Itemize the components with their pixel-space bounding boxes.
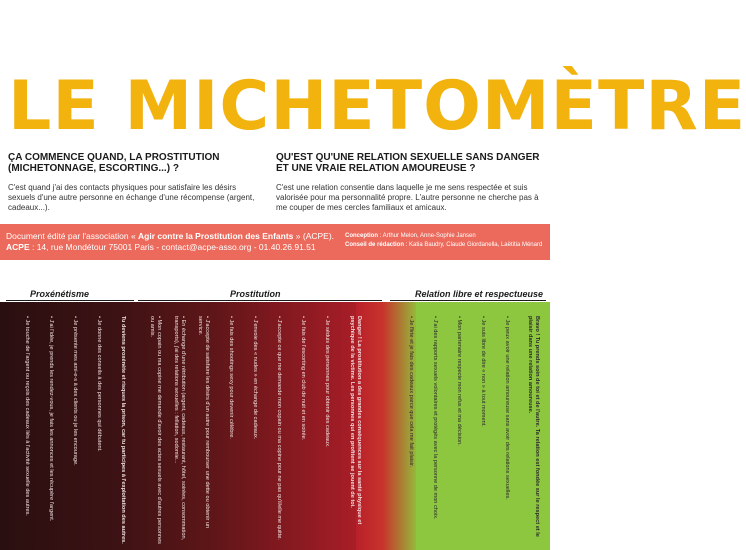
acpe-label: ACPE <box>6 242 30 252</box>
scale-item: • Je fais de l'escorting en club de nuit et en soirée. <box>300 316 306 441</box>
scale-item: • J'ai des rapports sexuels volontaires et protégés avec la personne de mon choix. <box>432 316 438 520</box>
scale-item: • Je donne des conseils à des personnes qui débutent. <box>96 316 102 452</box>
page-title: LE MICHETOMÈTRE <box>8 67 746 146</box>
scale-item: • J'accepte ce que me demande mon copain ou ma copine pour ne pas qu'il/elle me quitte. <box>276 316 282 540</box>
scale-item: • Je fais des shootings sexy pour devenir célèbre. <box>228 316 234 439</box>
scale-bravo: Bravo ! Tu prends soin de toi et de l'autre. Ta relation est fondée sur le respect et le plaisir dans une relation amoureuse. <box>527 316 540 537</box>
answer-relation: C'est une relation consentie dans laquelle je me sens respectée et suis valorisée pour ma personnalité propre. L'autre personne ne cherche pas à me couper de mes cercles familiaux et amicaux. <box>276 183 539 212</box>
scale-item: • Je suis libre de dire « non » à tout moment. <box>480 316 486 427</box>
scale-item: • Je flirte et je fais des cadeaux parce que cela me fait plaisir. <box>408 316 414 468</box>
question-relation: QU'EST QU'UNE RELATION SEXUELLE SANS DANGER ET UNE VRAIE RELATION AMOUREUSE ? <box>276 152 540 174</box>
scale-item: • Mon partenaire respecte mon refus et ma décision. <box>456 316 462 446</box>
acpe-address: : 14, rue Mondétour 75001 Paris - contact@acpe-asso.org - 01.40.26.91.51 <box>29 242 316 252</box>
scale-item: • Mon copain ou ma copine me demande d'avoir des actes sexuels avec d'autres personnes ou amis. <box>149 316 162 544</box>
credit-banner <box>0 224 550 260</box>
category-prostitution: Prostitution <box>230 289 281 299</box>
credit-authors: Conception : Arthur Melon, Anne-Sophie Jansen Conseil de rédaction : Katia Baudry, Claude Giordanella, Laëtitia Ménard <box>345 233 543 248</box>
michetometre-scale <box>0 286 550 550</box>
scale-item: • Je peux avoir une relation amoureuse sans avoir des relations sexuelles. <box>504 316 510 500</box>
bracket-proxenetisme <box>6 300 134 301</box>
bracket-relation <box>390 300 546 301</box>
scale-item: • J'envoie des « nudes » en échange de cadeaux. <box>252 316 258 440</box>
association-name: Agir contre la Prostitution des Enfants <box>138 231 294 241</box>
scale-item: • J'ai l'idée, je prends les rendez-vous, je fais les annonces et les récupère l'argent. <box>48 316 54 522</box>
scale-item: • Je présente mes ami-e-s à des clients ou je les encourage. <box>72 316 78 466</box>
bracket-prostitution <box>138 300 382 301</box>
category-proxenetisme: Proxénétisme <box>30 289 90 299</box>
question-prostitution: ÇA COMMENCE QUAND, LA PROSTITUTION (MICHETONNAGE, ESCORTING...) ? <box>8 152 220 174</box>
answer-prostitution: C'est quand j'ai des contacts physiques pour satisfaire les désirs sexuels d'une autre personne en échange d'une récompense (argent, cadeaux...). <box>8 183 255 212</box>
credit-publisher: Document édité par l'association « Agir contre la Prostitution des Enfants » (ACPE). ACPE : 14, rue Mondétour 75001 Paris - contact@acpe-asso.org - 01.40.26.91.51 <box>6 231 335 252</box>
scale-item: • J'accepte de satisfaire les désirs d'un autre pour rembourser une dette ou obtenir un service. <box>197 316 210 529</box>
scale-item: • En échange d'une rétribution (argent, cadeaux, restaurant, hôtel, soirées, consommation, transports), j'ai des relations sexuelles : fellation, sodomie... <box>173 316 186 541</box>
scale-item: • Je séduis des personnes pour obtenir des cadeaux. <box>324 316 330 448</box>
scale-warning-proxenetisme: Tu deviens proxénète et risques la prison, car tu participes à l'exploitation des autres. <box>120 316 126 544</box>
scale-item: • Je touche de l'argent ou reçois des cadeaux liés à l'activité sexuelle des autres. <box>24 316 30 516</box>
category-relation: Relation libre et respectueuse <box>415 289 544 299</box>
scale-warning-prostitution: Danger ! La prostitution a des grandes conséquences sur la santé physique et psychique de la victime. Les personnes qui en profitent se jouent de toi. <box>349 316 362 525</box>
